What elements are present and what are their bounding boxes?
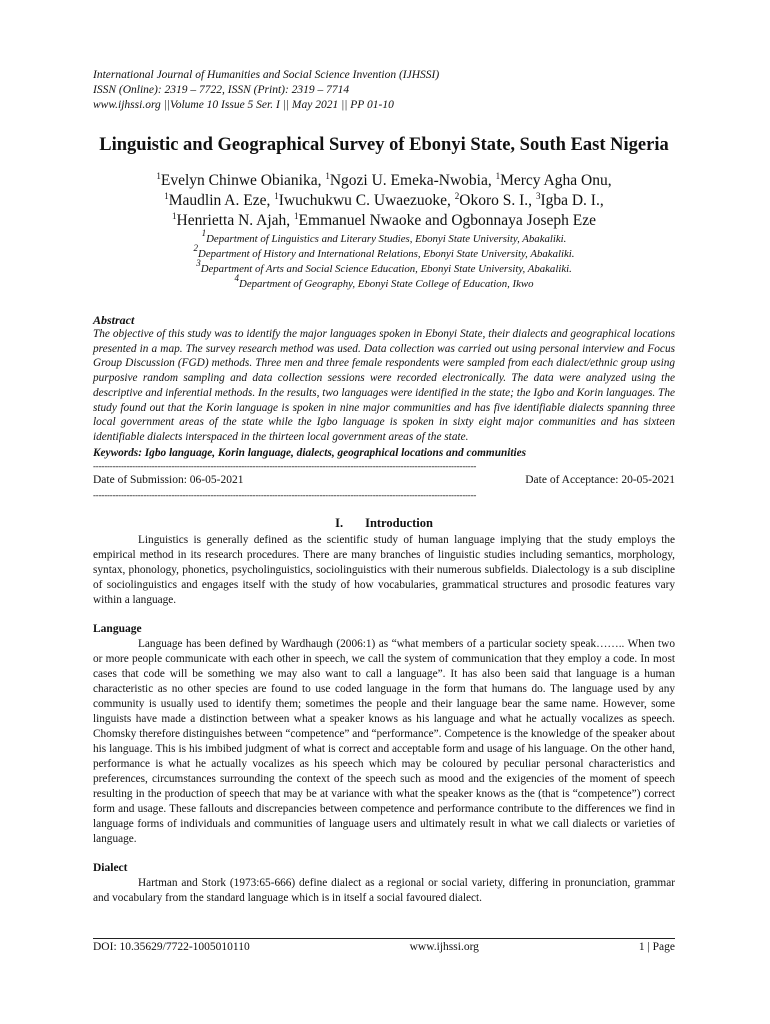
affiliation	[93, 258, 675, 276]
dates-row	[93, 473, 675, 488]
affiliation-sup: 3	[196, 258, 201, 268]
journal-name: International Journal of Humanities and Social Science Invention (IJHSSI)	[93, 69, 440, 81]
affiliation	[93, 228, 675, 246]
keywords: Keywords: Igbo language, Korin language, dialects, geographical locations and communities	[93, 446, 527, 459]
affiliation-text: Department of Linguistics and Literary Studies, Ebonyi State University, Abakaliki.	[206, 233, 567, 245]
author-name: Okoro S. I.,	[459, 192, 536, 209]
dialect-paragraph: Hartman and Stork (1973:65-666) define dialect as a regional or social variety, differing in pronunciation, grammar and vocabulary from the standard language which is in itself a social favoured dialect.	[93, 876, 675, 904]
author-name: Iwuchukwu C. Uwaezuoke,	[278, 192, 455, 209]
affiliation-sup: 2	[193, 243, 199, 253]
author-name: Maudlin A. Eze,	[168, 192, 275, 209]
page-number: 1 | Page	[638, 941, 675, 953]
page-footer	[93, 938, 675, 953]
introduction-paragraph: Linguistics is generally defined as the scientific study of human language implying that the study employs the empirical method in its research procedures. There are many branches of linguistic studies including semantics, morphology, syntax, phonology, phonetics, psycholinguistics, sociolinguistics with their numerous subfields. Dialectology is a sub discipline of sociolinguistics and engages itself with the study of how vocabularies, grammatical structures and prosodic features vary within a language.	[93, 533, 675, 606]
author-name: Igba D. I.,	[540, 192, 604, 209]
introduction-heading	[93, 515, 675, 531]
divider-line: -----------------------------------------------------------------------------------------------------------------------------------------	[93, 489, 477, 500]
author-name: Ngozi U. Emeka-Nwobia,	[329, 172, 496, 189]
journal-volume: www.ijhssi.org ||Volume 10 Issue 5 Ser. I || May 2021 || PP 01-10	[93, 99, 394, 111]
submission-date: Date of Submission: 06-05-2021	[93, 473, 244, 486]
author-sup: 1	[294, 211, 299, 221]
author-sup: 1	[156, 171, 161, 181]
abstract-label: Abstract	[93, 313, 135, 327]
author-name: Mercy Agha Onu,	[500, 172, 612, 189]
author-sup: 2	[454, 191, 460, 201]
section-number: I.	[335, 515, 344, 530]
doi-text: DOI: 10.35629/7722-1005010110	[93, 941, 250, 953]
section-title: Introduction	[365, 515, 433, 530]
dialect-heading: Dialect	[93, 861, 128, 874]
acceptance-date: Date of Acceptance: 20-05-2021	[525, 473, 675, 486]
author-sup: 3	[535, 191, 541, 201]
author-sup: 1	[495, 171, 501, 181]
paper-title: Linguistic and Geographical Survey of Ebonyi State, South East Nigeria	[99, 135, 669, 155]
author-sup: 1	[325, 171, 330, 181]
affiliation-text: Department of History and International Relations, Ebonyi State University, Abakaliki.	[198, 248, 575, 260]
divider-line: -----------------------------------------------------------------------------------------------------------------------------------------	[93, 460, 477, 471]
language-heading: Language	[93, 622, 142, 635]
paper-page	[93, 68, 675, 906]
affiliation	[93, 243, 675, 261]
affiliation	[93, 273, 675, 291]
footer-site: www.ijhssi.org	[409, 941, 479, 953]
affiliation-text: Department of Arts and Social Science Education, Ebonyi State University, Abakaliki.	[200, 263, 572, 275]
journal-issn: ISSN (Online): 2319 – 7722, ISSN (Print): 2319 – 7714	[93, 84, 350, 96]
affiliation-sup: 1	[201, 228, 207, 238]
affiliation-text: Department of Geography, Ebonyi State College of Education, Ikwo	[239, 278, 534, 290]
author-name: Henrietta N. Ajah,	[176, 212, 295, 229]
affiliation-sup: 4	[234, 273, 240, 283]
author-sup: 1	[172, 211, 177, 221]
author-sup: 1	[164, 191, 169, 201]
author-list	[93, 171, 675, 231]
author-sup: 1	[274, 191, 279, 201]
language-paragraph: Language has been defined by Wardhaugh (2006:1) as “what members of a particular society speak…….. When two or more people communicate with each other in speech, we call the system of communication that they employ a code. In most cases that code will be something we may also want to call a language”. It has also been said that language is a human characteristic as no other species are found to use coded language in the form that humans do. The language used by any community is usually used to identify them; sometimes the people and their language bear the same name. However, some linguists have made a distinction between what a speaker knows as his language and what he actually vocalizes as speech. Chomsky therefore distinguishes between “competence” and “performance”. Competence is the knowledge of the speaker about his language. This is his imbibed judgment of what is correct and acceptable form and usage of his language. On the other hand, performance is what he actually vocalizes as his speech which may be coloured by peculiar personal characteristics and preferences, circumstances surrounding the context of the speech such as mood and the exigencies of the moment of speech resulting in the production of speech that may be at variance with what the speaker knows as the (that is “competence”) correct form and usage. These fallouts and discrepancies between competence and performance contribute to the differences we find in language forms of individuals and communities of language users and ultimately result in what we call dialects or varieties of language.	[93, 637, 675, 845]
author-name: Emmanuel Nwaoke and Ogbonnaya Joseph Eze	[298, 212, 596, 229]
abstract-text: The objective of this study was to identify the major languages spoken in Ebonyi State, their dialects and geographical locations presented in a map. The survey research method was used. Data collection was carried out using personal interview and Focus Group Discussion (FGD) methods. Three men and three female respondents were sampled from each dialect/ethnic group using purposive random sampling and data collection sessions were recorded electronically. The data were analyzed using the descriptive and inferential methods. In the results, two languages were identified in the state; the Igbo and Korin languages. The study found out that the Korin language is spoken in nine major communities and has five identifiable dialects spanning three local government areas of the state while the Igbo language is spoken in sixty eight major communities and has sixteen identifiable dialects interspaced in the thirteen local government areas of the state.	[93, 328, 675, 443]
author-name: Evelyn Chinwe Obianika,	[160, 172, 326, 189]
